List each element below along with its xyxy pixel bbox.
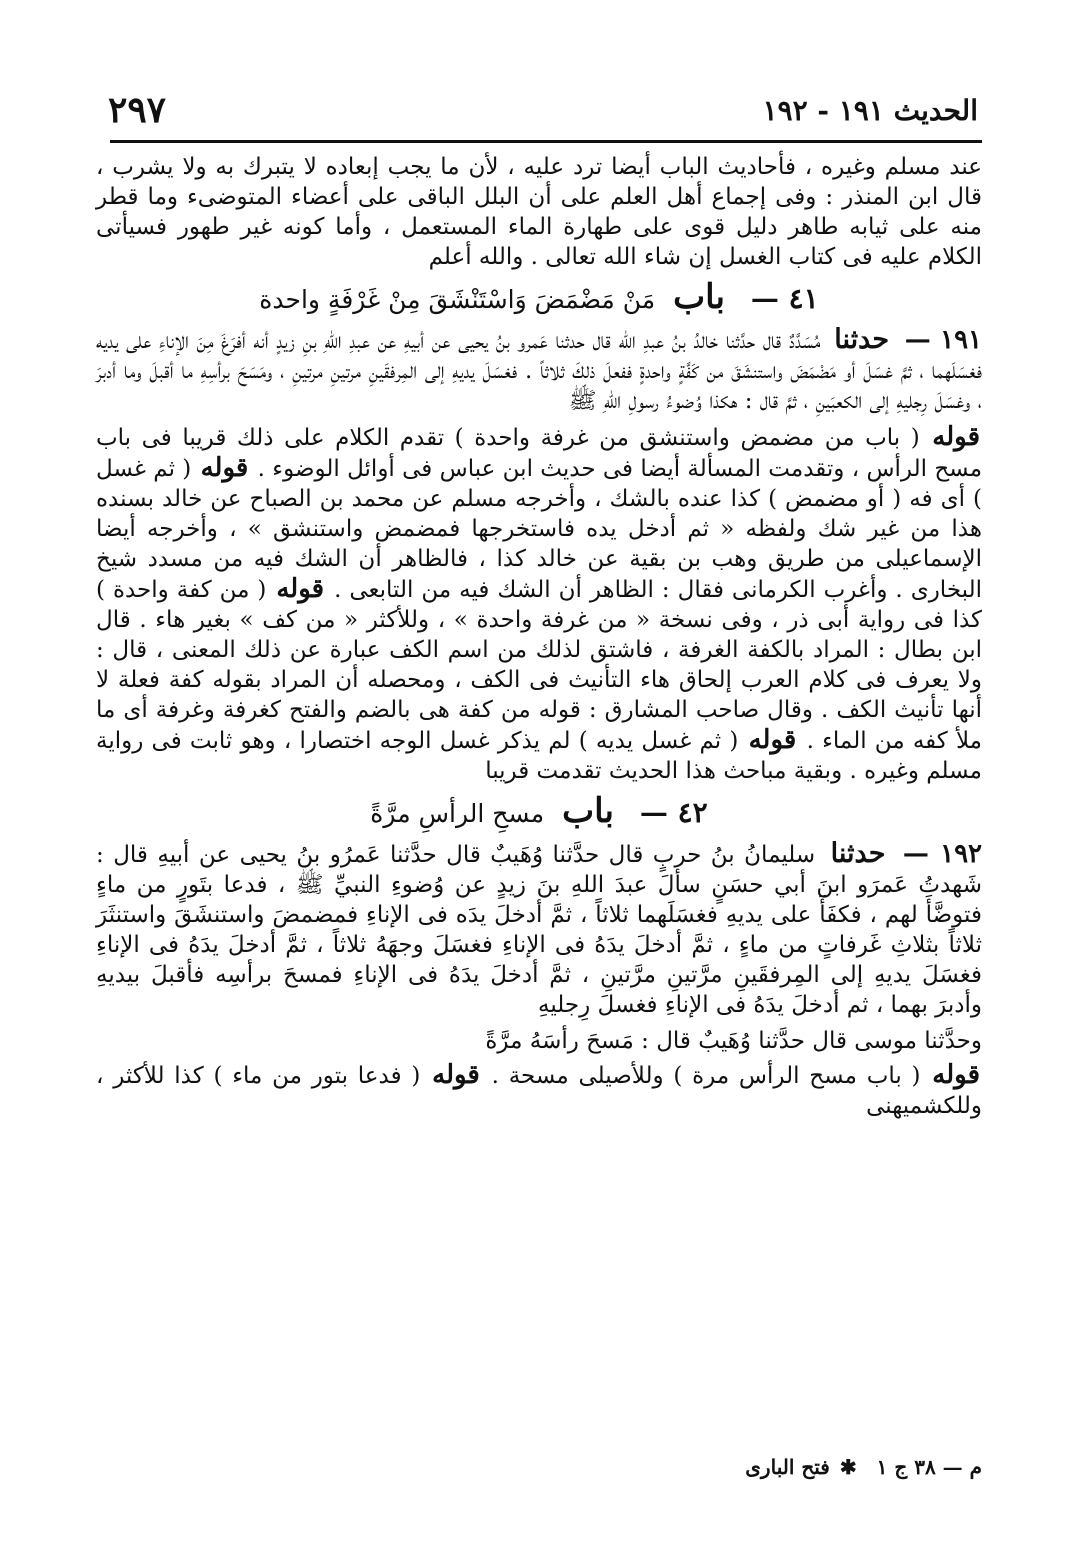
page-footer — [96, 1450, 982, 1484]
book-title: فتح البارى — [745, 1455, 830, 1479]
chapter-number: ٤١ — — [750, 282, 819, 315]
commentary-text: ( باب من مضمض واستنشق من غرفة واحدة ) تقدم الكلام على ذلك قريبا فى باب مسح الرأس ، وتقدمت المسألة أيضا فى حديث ابن عباس فى أوائل الوضوء . — [96, 425, 983, 482]
hadith-number: ١٩١ — — [904, 325, 983, 355]
commentary-text: ( ثم غسل يديه ) لم يذكر غسل الوجه اختصارا ، وهو ثابت فى رواية مسلم وغيره . وبقية مباحث هذا الحديث تقدمت قريبا — [96, 728, 982, 784]
star-separator-icon: ✱ — [839, 1455, 857, 1479]
hadith-192-secondary-chain: وحدَّثنا موسى قال حدَّثنا وُهَيبٌ قال : مَسحَ رأسَهُ مرَّةً — [485, 1028, 982, 1054]
chapter-number: ٤٢ — — [639, 796, 708, 829]
qawluhu-keyword: قوله — [932, 422, 981, 452]
chapter-heading-42 — [96, 792, 982, 833]
paragraph-intro: عند مسلم وغيره ، فأحاديث الباب أيضا ترد عليه ، لأن ما يجب إبعاده لا يتبرك به ولا يشرب ، قال ابن المنذر : وفى إجماع أهل العلم على أن البلل الباقى على أعضاء المتوضىء وما قطر منه على ثيابه طاهر دليل قوى على طهارة الماء المستعمل ، وأما كونه غير طهور فسيأتى الكلام عليه فى كتاب الغسل إن شاء الله تعالى . والله أعلم — [96, 154, 982, 270]
chapter-title: مَنْ مَضْمَضَ وَاسْتَنْشَقَ مِنْ غَرْفَةٍ واحدة — [259, 285, 656, 314]
header-rule — [110, 140, 982, 143]
hadith-191 — [96, 325, 982, 416]
haddathana-label: حدثنا — [830, 838, 886, 869]
qawluhu-keyword: قوله — [200, 453, 249, 483]
commentary-text: ( باب مسح الرأس مرة ) وللأصيلى مسحة . — [491, 1063, 921, 1089]
hadith-text: مُسَدَّدٌ قال حدَّثنا خالدُ بنُ عبدِ الله قال حدثنا عَمرو بنُ يحيى عن أبيهِ عن عبدِ اللهِ بنِ زيدٍ أنه أفرَغَ مِنَ الإناءِ على يديه فغسَلَهما ، ثمَّ غسَلَ أو مَضْمَضَ واستنشَقَ من كَفَّةٍ واحدةٍ ففعلَ ذلكَ ثلاثاً . فغسَلَ يديهِ إلى المِرفقَينِ مرتينِ مرتينِ ، ومَسَحَ برأسِهِ ما أقبلَ وما أدبرَ ، وغسَلَ رِجليهِ إلى الكعبَينِ ، ثمَّ قال : هكذا وُضوءُ رسولِ اللهِ ﷺ — [96, 328, 982, 414]
hadith-text: سليمانُ بنُ حربٍ قال حدَّثنا وُهَيبٌ قال حدَّثنا عَمرُو بنُ يحيى عن أبيهِ قال : شَهدتُ عَمرَو ابنَ أبي حسَنٍ سألَ عبدَ اللهِ بنَ زيدٍ عن وُضوءِ النبيِّ ﷺ ، فدعا بتَورٍ من ماءٍ فتوضَّأَ لهم ، فكفَأَ على يديهِ فغسَلَهما ثلاثاً ، ثمَّ أدخلَ يدَه فى الإناءِ فمضمضَ واستنشَقَ واستنثَرَ ثلاثاً بثلاثِ غَرفاتٍ من ماءٍ ، ثمَّ أدخلَ يدَهُ فى الإناءِ فغسَلَ وجهَهُ ثلاثاً ، ثمَّ أدخلَ يدَهُ فى الإناءِ فغسَلَ يديهِ إلى المِرفقَينِ مرَّتينِ مرَّتينِ ، ثمَّ أدخلَ يدَهُ فى الإناءِ فمسحَ برأسِه فأقبلَ بيديهِ وأدبرَ بهما ، ثم أدخلَ يدَهُ فى الإناءِ فغسلَ رِجليهِ — [96, 842, 982, 1018]
qawluhu-keyword: قوله — [432, 1060, 480, 1090]
commentary-text: ( فدعا بتور من ماء ) كذا للأكثر ، وللكشميهنى — [96, 1063, 982, 1119]
chapter-bab-label: باب — [562, 791, 614, 831]
page-body — [96, 152, 982, 1125]
haddathana-label: حدثنا — [834, 324, 890, 355]
commentary-text: ( من كفة واحدة ) كذا فى رواية أبى ذر ، وفى نسخة « من غرفة واحدة » ، وللأكثر « من كف » بغير هاء . قال ابن بطال : المراد بالكفة الغرفة ، فاشتق لذلك من اسم الكف عبارة عن ذلك المعنى ، قال : ولا يعرف فى كلام العرب إلحاق هاء التأنيث فى الكف ، ومحصله أن المراد بقوله كفة فعلة لا أنها تأنيث الكف . وقال صاحب المشارق : قوله من كفة هى بالضم والفتح كغرفة وغرفة أى ما ملأ كفه من الماء . — [96, 577, 983, 754]
chapter-title: مسحِ الرأسِ مرَّةً — [370, 799, 545, 828]
chapter-bab-label: باب — [673, 277, 725, 317]
qawluhu-keyword: قوله — [276, 574, 325, 604]
qawluhu-keyword: قوله — [748, 725, 797, 755]
chapter-heading-41 — [96, 278, 982, 319]
page-header — [108, 84, 978, 136]
commentary-text: ( ثم غسل ) أى فه ( أو مضمض ) كذا عنده بالشك ، وأخرجه مسلم عن محمد بن الصباح عن خالد بسنده هذا من غير شك ولفظه « ثم أدخل يده فاستخرجها فمضمض واستنشق » ، وأخرجه أيضا الإسماعيلى من طريق وهب بن بقية عن خالد كذا ، فالظاهر أن الشك فيه من مسدد شيخ البخارى . وأغرب الكرمانى فقال : الظاهر أن الشك فيه من التابعى . — [96, 456, 982, 603]
commentary-192 — [96, 1060, 982, 1121]
hadith-192 — [96, 839, 982, 1020]
printer-signature: م — ٣٨ ج ١ — [876, 1455, 982, 1479]
qawluhu-keyword: قوله — [932, 1060, 981, 1090]
page-number: ٢٩٧ — [108, 89, 167, 131]
commentary-191 — [96, 422, 982, 786]
running-head: الحديث ١٩١ - ١٩٢ — [762, 93, 978, 127]
hadith-number: ١٩٢ — — [902, 839, 983, 869]
